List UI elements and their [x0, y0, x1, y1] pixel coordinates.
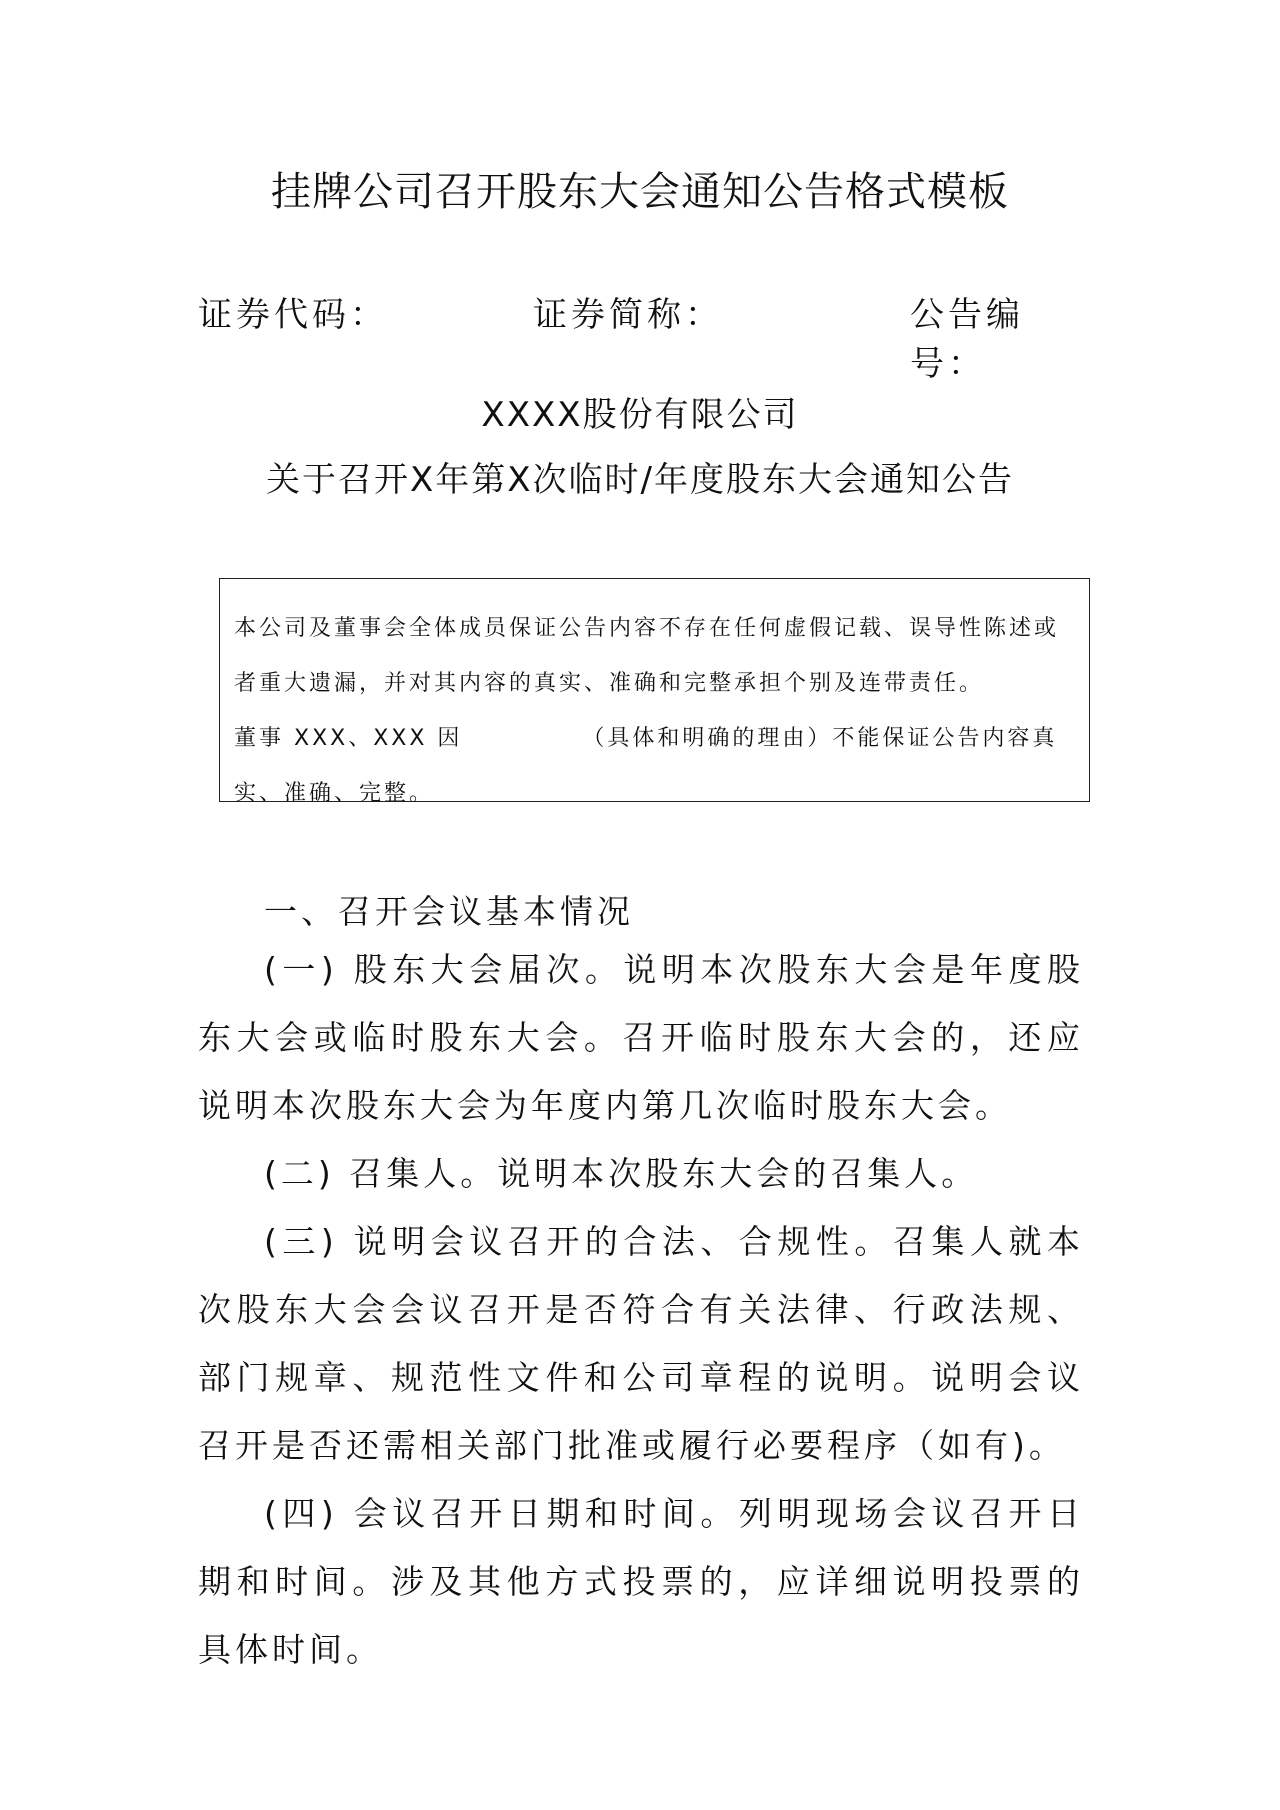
- director-exception-suffix: （具体和明确的理由）不能保证公告内容真实、准确、完整。: [234, 726, 1058, 806]
- board-statement-box: [219, 578, 1090, 806]
- document-title: 挂牌公司召开股东大会通知公告格式模板: [271, 169, 1009, 215]
- body-item-1: (一) 股东大会届次。说明本次股东大会是年度股东大会或临时股东大会。召开临时股东大会的，还应说明本次股东大会为年度内第几次临时股东大会。: [198, 950, 1084, 1125]
- body-item-2: (二) 召集人。说明本次股东大会的召集人。: [264, 1154, 979, 1193]
- securities-abbr-label: 证券简称：: [533, 295, 723, 335]
- body-item-3: (三) 说明会议召开的合法、合规性。召集人就本次股东大会会议召开是否符合有关法律、行政法规、部门规章、规范性文件和公司章程的说明。说明会议召开是否还需相关部门批准或履行必要程序（如有)。: [198, 1222, 1084, 1465]
- director-exception-prefix: 董事 XXX、XXX 因: [234, 726, 463, 751]
- section-heading: 一、召开会议基本情况: [264, 892, 634, 931]
- board-guarantee-statement: 本公司及董事会全体成员保证公告内容不存在任何虚假记载、误导性陈述或者重大遗漏，并对其内容的真实、准确和完整承担个别及连带责任。: [234, 616, 1060, 696]
- director-exception-statement: [234, 711, 1077, 821]
- body-item-4: (四) 会议召开日期和时间。列明现场会议召开日期和时间。涉及其他方式投票的，应详细说明投票的具体时间。: [198, 1494, 1084, 1669]
- company-name: XXXX股份有限公司: [481, 395, 799, 435]
- announcement-number-label: 公告编号：: [910, 295, 1024, 384]
- notice-title: 关于召开X年第X次临时/年度股东大会通知公告: [265, 460, 1015, 500]
- securities-code-label: 证券代码：: [198, 295, 388, 335]
- securities-info-row: [198, 287, 1098, 384]
- notice-body: [198, 878, 1084, 1684]
